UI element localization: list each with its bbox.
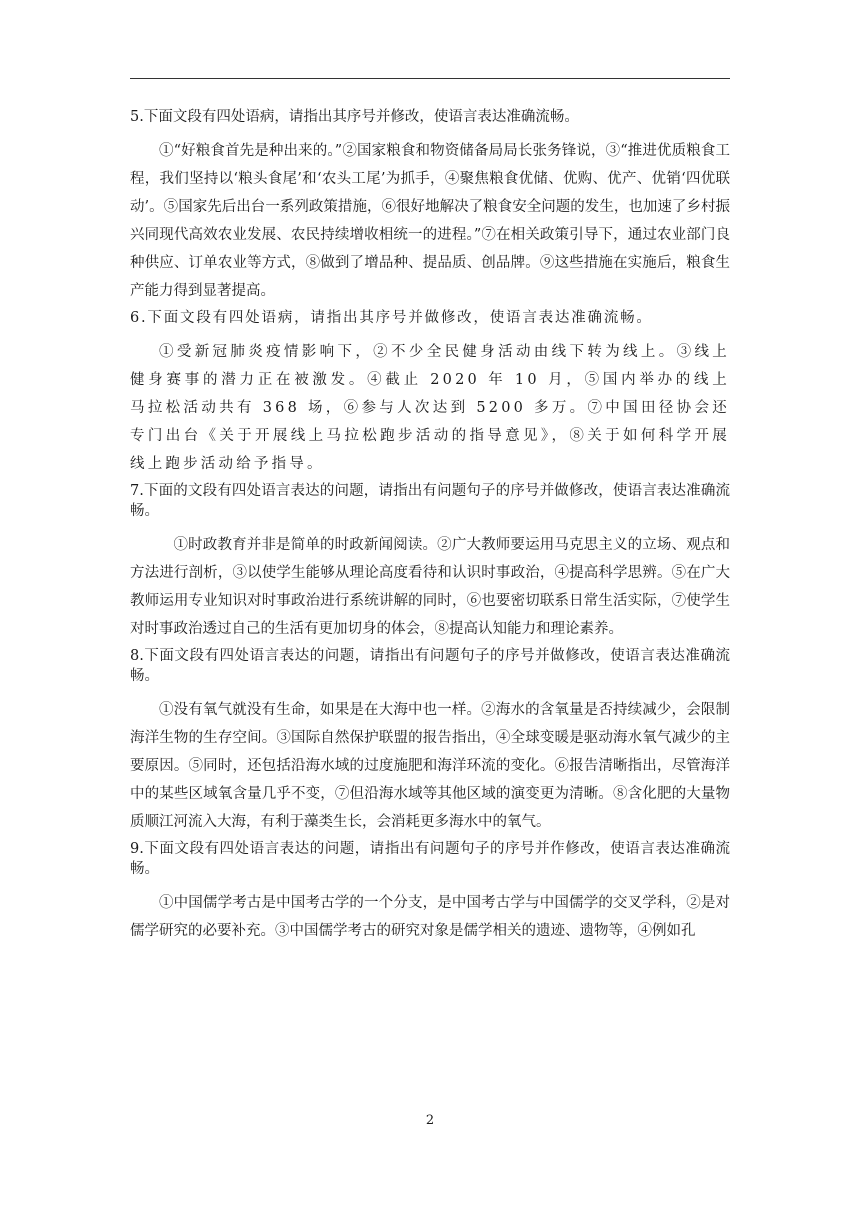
question-passage: ①没有氧气就没有生命，如果是在大海中也一样。②海水的含氧量是否持续减少，会限制海洋生物的生存空间。③国际自然保护联盟的报告指出，④全球变暖是驱动海水氧气减少的主要原因。⑤同时，还包括沿海水域的过度施肥和海洋环流的变化。⑥报告清晰指出，尽管海洋中的某些区域氧含量几乎不变，⑦但沿海水域等其他区域的演变更为清晰。⑧含化肥的大量物质顺江河流入大海，有利于藻类生长，会消耗更多海水中的氧气。 bbox=[130, 702, 730, 830]
question-prompt: 6.下面文段有四处语病，请指出其序号并做修改，使语言表达准确流畅。 bbox=[130, 310, 653, 326]
question-prompt: 5.下面文段有四处语病，请指出其序号并修改，使语言表达准确流畅。 bbox=[130, 109, 579, 125]
page-number: 2 bbox=[425, 1113, 435, 1128]
question-9 bbox=[130, 839, 730, 945]
question-passage: ①中国儒学考古是中国考古学的一个分支，是中国考古学与中国儒学的交叉学科，②是对儒学研究的必要补充。③中国儒学考古的研究对象是儒学相关的遗迹、遗物等，④例如孔 bbox=[130, 895, 730, 939]
question-list bbox=[130, 107, 730, 948]
header-rule bbox=[130, 78, 730, 79]
question-8 bbox=[130, 646, 730, 836]
question-passage: ①时政教育并非是简单的时政新闻阅读。②广大教师要运用马克思主义的立场、观点和方法进行剖析，③以使学生能够从理论高度看待和认识时事政治，④提高科学思辨。⑤在广大教师运用专业知识对时事政治进行系统讲解的同时，⑥也要密切联系日常生活实际，⑦使学生对时事政治透过自己的生活有更加切身的体会，⑧提高认知能力和理论素养。 bbox=[130, 537, 730, 637]
question-5 bbox=[130, 107, 730, 305]
question-prompt: 8.下面文段有四处语言表达的问题，请指出有问题句子的序号并做修改，使语言表达准确流畅。 bbox=[130, 648, 730, 684]
question-prompt: 7.下面的文段有四处语言表达的问题，请指出有问题句子的序号并做修改，使语言表达准确流畅。 bbox=[130, 483, 730, 519]
question-7 bbox=[130, 481, 730, 643]
question-6 bbox=[130, 308, 730, 478]
question-passage: ①受新冠肺炎疫情影响下，②不少全民健身活动由线下转为线上。③线上健身赛事的潜力正在被激发。④截止 2020 年 10 月，⑤国内举办的线上马拉松活动共有 368 场，⑥参与人次达到 5200 多万。⑦中国田径协会还专门出台《关于开展线上马拉松跑步活动的指导意见》，⑧关于如何科学开展线上跑步活动给予指导。 bbox=[130, 344, 730, 472]
question-prompt: 9.下面文段有四处语言表达的问题，请指出有问题句子的序号并作修改，使语言表达准确流畅。 bbox=[130, 841, 730, 877]
question-passage: ①“好粮食首先是种出来的。”②国家粮食和物资储备局局长张务锋说，③“推进优质粮食工程，我们坚持以‘粮头食尾’和‘农头工尾’为抓手，④聚焦粮食优储、优购、优产、优销‘四优联动’。⑤国家先后出台一系列政策措施，⑥很好地解决了粮食安全问题的发生，也加速了乡村振兴同现代高效农业发展、农民持续增收相统一的进程。”⑦在相关政策引导下，通过农业部门良种供应、订单农业等方式，⑧做到了增品种、提品质、创品牌。⑨这些措施在实施后，粮食生产能力得到显著提高。 bbox=[130, 143, 730, 299]
